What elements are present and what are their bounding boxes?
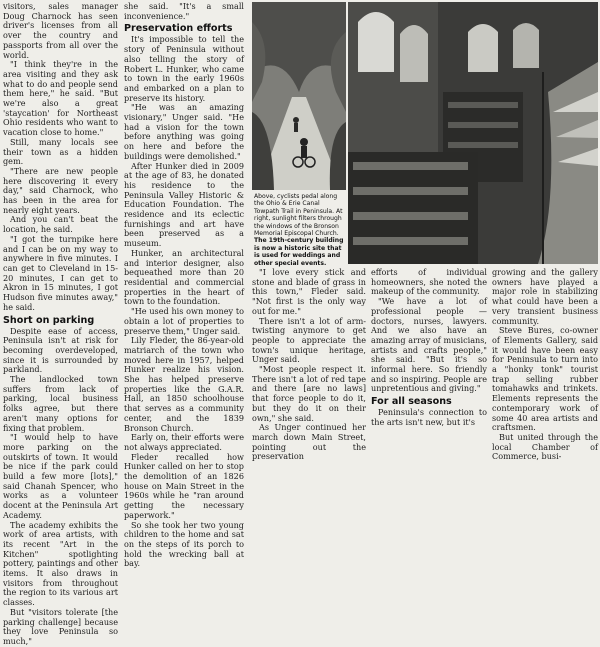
paragraph: There isn't a lot of arm-twisting anymore to get people to appreciate the town's unique heritage, Unger said. [252, 315, 366, 365]
paragraph: "He was an amazing visionary," Unger said. "He had a vision for the town before anything was going on here and before the buildings were demolished." [124, 102, 244, 161]
paragraph: "There are new people here discovering it every day," said Charnock, who has been in the area for nearly eight years. [3, 165, 118, 215]
article-column-3 [252, 267, 366, 462]
paragraph: she said. "It's a small inconvenience." [124, 1, 244, 21]
paragraph: And you can't beat the location, he said. [3, 214, 118, 235]
paragraph: Despite ease of access, Peninsula isn't at risk for becoming overdeveloped, since it is surrounded by parkland. [3, 325, 118, 375]
section-heading: Preservation efforts [124, 23, 233, 35]
paragraph: But united through the local Chamber of Commerce, busi- [492, 431, 598, 462]
paragraph: Steve Bures, co-owner of Elements Gallery, said it would have been easy for Peninsula to turn into a "honky tonk" tourist trap selling rubber tomahawks and trinkets. Elements represents the contemporary work of some 40 area artists and craftsmen. [492, 325, 598, 433]
article-column-5 [492, 267, 598, 462]
section-heading: For all seasons [371, 396, 452, 408]
paragraph: "I would help to have more parking on the outskirts of town. It would be nice if the park could build a few more [lots]," said Chanah Spencer, who works as a volunteer docent at the Peninsula Art Academy. [3, 432, 118, 520]
paragraph: Early on, their efforts were not always appreciated. [124, 432, 244, 452]
paragraph: visitors, sales manager Doug Charnock has seen driver's licenses from all over the country and passports from all over the world. [3, 1, 118, 60]
paragraph: "I got the turnpike here and I can be on my way to anywhere in five minutes. I can get to Cleveland in 15-20 minutes, I can get to Akron in 15 minutes, I got Hudson five minutes away," he said. [3, 233, 118, 312]
article-column-2 [124, 1, 244, 569]
section-heading: Short on parking [3, 314, 95, 326]
caption-bold-text: The 19th-century building is now a historic site that is used for weddings and other special events. [254, 237, 344, 267]
paragraph: Hunker, an architectural and interior designer, also bequeathed more than 20 residential and commercial properties in the heart of town to the foundation. [124, 247, 244, 307]
paragraph: The landlocked town suffers from lack of parking, local business folks agree, but there aren't many options for fixing that problem. [3, 374, 118, 433]
paragraph: "Most people respect it. There isn't a lot of red tape and there [are no laws] that force people to do it, but they do it on their own," she said. [252, 364, 366, 423]
article-column-4 [371, 268, 487, 446]
paragraph: It's impossible to tell the story of Peninsula without also telling the story of Robert L. Hunker, who came to town in the early 1960s and embarked on a plan to preserve its history. [124, 34, 244, 103]
trail-illustration [252, 2, 346, 190]
church-illustration [348, 2, 598, 264]
paragraph: As Unger continued her march down Main Street, pointing out the preservation [252, 422, 366, 462]
paragraph: "He used his own money to obtain a lot of properties to preserve them," Unger said. [124, 306, 244, 336]
paragraph: "We have a lot of professional people — doctors, nurses, lawyers. And we also have an amazing array of musicians, artists and crafts people," she said. "But it's so informal here. So friendly and so inspiring. People are unpretentious and giving." [371, 296, 487, 394]
paragraph: "I love every stick and stone and blade of grass in this town," Fleder said. "Not first is the only way out for me." [252, 267, 366, 316]
photo-church-interior [348, 2, 598, 264]
paragraph: But "visitors tolerate [the parking challenge] because they love Peninsula so much," [3, 606, 118, 646]
article-column-1 [3, 1, 118, 646]
photo-caption [254, 193, 346, 265]
paragraph: The academy exhibits the work of area artists, with its recent "Art in the Kitchen" spotlighting pottery, paintings and other items. It also draws in visitors from throughout the region to its various art classes. [3, 519, 118, 608]
paragraph: Lily Fleder, the 86-year-old matriarch of the town who moved here in 1957, helped Hunker realize his vision. She has helped preserve properties like the G.A.R. Hall, an 1850 schoolhouse that serves as a community center, and the 1839 Bronson Church. [124, 335, 244, 433]
paragraph: Fleder recalled how Hunker called on her to stop the demolition of an 1826 house on Main Street in the 1960s while he "ran around getting the necessary paperwork." [124, 451, 244, 520]
paragraph: So she took her two young children to the home and sat on the steps of its porch to hold the wrecking ball at bay. [124, 519, 244, 569]
paragraph: efforts of individual homeowners, she noted the makeup of the community. [371, 267, 487, 297]
paragraph: Still, many locals see their town as a hidden gem. [3, 136, 118, 167]
paragraph: growing and the gallery owners have played a major role in stabilizing what could have been a very transient business community. [492, 267, 598, 326]
caption-text: Above, cyclists pedal along the Ohio & Erie Canal Towpath Trail in Peninsula. At right, sunlight filters through the windows of the Bronson Memorial Episcopal Church. [254, 193, 343, 238]
photo-towpath-cyclists [252, 2, 346, 190]
paragraph: After Hunker died in 2009 at the age of 83, he donated his residence to the Peninsula Valley Historic & Education Foundation. The residence and its eclectic furnishings and art have been preserved as a museum. [124, 160, 244, 249]
paragraph: Peninsula's connection to the arts isn't new, but it's [371, 407, 487, 427]
paragraph: "I think they're in the area visiting and they ask what to do and people send them here," he said. "But we're also a great 'staycation' for Northeast Ohio residents who want to vacation close to home." [3, 59, 118, 138]
